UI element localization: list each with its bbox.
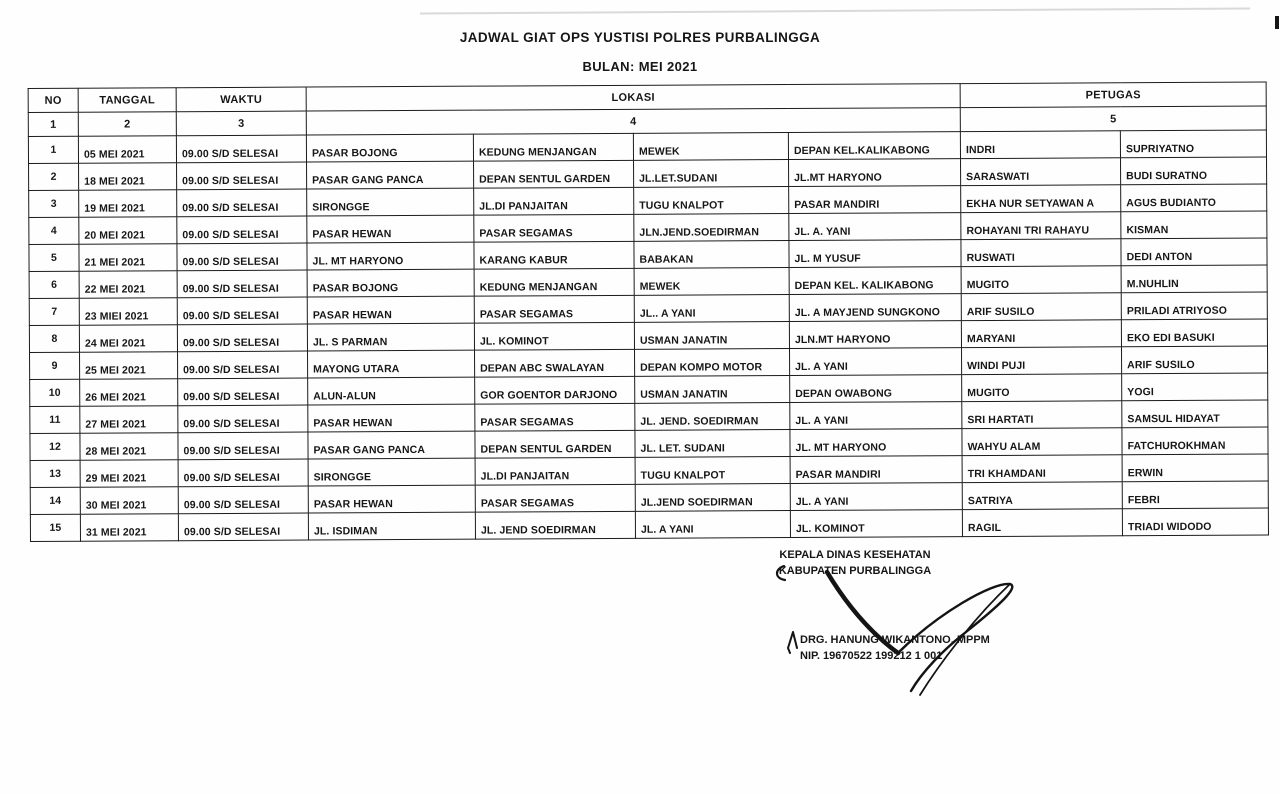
header-no: NO — [28, 88, 78, 112]
cell-lokasi-2: PASAR SEGAMAS — [474, 295, 634, 323]
cell-waktu: 09.00 S/D SELESAI — [177, 162, 307, 190]
cell-no: 2 — [29, 163, 79, 190]
cell-waktu: 09.00 S/D SELESAI — [177, 216, 307, 244]
cell-lokasi-1: PASAR HEWAN — [307, 296, 474, 324]
cell-tanggal: 18 MEI 2021 — [79, 163, 177, 191]
cell-lokasi-4: PASAR MANDIRI — [789, 186, 961, 214]
cell-lokasi-1: PASAR HEWAN — [308, 485, 475, 513]
cell-tanggal: 31 MEI 2021 — [80, 514, 178, 542]
cell-petugas-2: PRILADI ATRIYOSO — [1121, 292, 1267, 320]
cell-petugas-2: YOGI — [1122, 373, 1268, 401]
cell-petugas-2: BUDI SURATNO — [1121, 157, 1267, 185]
cell-tanggal: 29 MEI 2021 — [80, 460, 178, 488]
cell-lokasi-1: PASAR HEWAN — [308, 404, 475, 432]
cell-lokasi-2: DEPAN SENTUL GARDEN — [474, 160, 634, 188]
cell-lokasi-2: PASAR SEGAMAS — [475, 403, 635, 431]
cell-lokasi-3: JL. JEND. SOEDIRMAN — [635, 403, 790, 431]
cell-lokasi-1: PASAR BOJONG — [307, 269, 474, 297]
cell-lokasi-1: SIRONGGE — [307, 188, 474, 216]
cell-tanggal: 19 MEI 2021 — [79, 190, 177, 218]
cell-lokasi-3: JLN.JEND.SOEDIRMAN — [634, 214, 789, 242]
signatory-nip: NIP. 19670522 199212 1 001 — [800, 650, 943, 662]
cell-lokasi-2: KEDUNG MENJANGAN — [474, 268, 634, 296]
cell-tanggal: 20 MEI 2021 — [79, 217, 177, 245]
cell-no: 14 — [30, 487, 80, 514]
signature-office-line2: KABUPATEN PURBALINGGA — [778, 565, 932, 577]
cell-lokasi-4: JL. A. YANI — [789, 213, 961, 241]
cell-petugas-2: SUPRIYATNO — [1120, 130, 1266, 158]
cell-tanggal: 28 MEI 2021 — [80, 433, 178, 461]
cell-waktu: 09.00 S/D SELESAI — [178, 486, 308, 514]
cell-lokasi-2: JL.DI PANJAITAN — [474, 187, 634, 215]
cell-petugas-2: FATCHUROKHMAN — [1122, 427, 1268, 455]
cell-petugas-2: TRIADI WIDODO — [1122, 508, 1268, 536]
cell-lokasi-2: JL.DI PANJAITAN — [475, 457, 635, 485]
document-subtitle: BULAN: MEI 2021 — [582, 59, 698, 74]
cell-petugas-2: M.NUHLIN — [1121, 265, 1267, 293]
cell-petugas-1: RUSWATI — [961, 239, 1121, 267]
schedule-table-body — [28, 130, 1268, 541]
cell-lokasi-3: JL. A YANI — [635, 511, 790, 539]
cell-lokasi-4: JL. KOMINOT — [790, 510, 962, 538]
cell-petugas-1: INDRI — [960, 131, 1120, 159]
cell-lokasi-3: TUGU KNALPOT — [635, 457, 790, 485]
cell-petugas-2: EKO EDI BASUKI — [1121, 319, 1267, 347]
cell-no: 13 — [30, 460, 80, 487]
cell-waktu: 09.00 S/D SELESAI — [178, 432, 308, 460]
header-col-number-5: 5 — [960, 106, 1266, 132]
cell-no: 6 — [29, 271, 79, 298]
cell-lokasi-2: PASAR SEGAMAS — [475, 484, 635, 512]
cell-waktu: 09.00 S/D SELESAI — [176, 135, 306, 163]
cell-no: 7 — [29, 298, 79, 325]
cell-lokasi-3: DEPAN KOMPO MOTOR — [634, 349, 789, 377]
cell-no: 15 — [30, 514, 80, 541]
cell-lokasi-2: DEPAN ABC SWALAYAN — [475, 349, 635, 377]
cell-lokasi-1: PASAR HEWAN — [307, 215, 474, 243]
cell-tanggal: 30 MEI 2021 — [80, 487, 178, 515]
cell-no: 4 — [29, 217, 79, 244]
cell-lokasi-1: JL. MT HARYONO — [307, 242, 474, 270]
cell-lokasi-3: JL. LET. SUDANI — [635, 430, 790, 458]
cell-petugas-1: WINDI PUJI — [962, 347, 1122, 375]
cell-petugas-1: MARYANI — [961, 320, 1121, 348]
cell-lokasi-4: JL. A MAYJEND SUNGKONO — [789, 294, 961, 322]
cell-no: 3 — [29, 190, 79, 217]
cell-petugas-1: SATRIYA — [962, 482, 1122, 510]
cell-lokasi-4: DEPAN OWABONG — [790, 375, 962, 403]
cell-lokasi-4: JL. M YUSUF — [789, 240, 961, 268]
cell-tanggal: 24 MEI 2021 — [79, 325, 177, 353]
cell-petugas-1: ARIF SUSILO — [961, 293, 1121, 321]
cell-petugas-1: ROHAYANI TRI RAHAYU — [961, 212, 1121, 240]
cell-lokasi-3: MEWEK — [633, 133, 788, 161]
cell-waktu: 09.00 S/D SELESAI — [178, 405, 308, 433]
schedule-table — [28, 82, 1269, 542]
cell-lokasi-4: JLN.MT HARYONO — [789, 321, 961, 349]
cell-petugas-1: TRI KHAMDANI — [962, 455, 1122, 483]
cell-lokasi-4: DEPAN KEL. KALIKABONG — [789, 267, 961, 295]
cell-lokasi-4: PASAR MANDIRI — [790, 456, 962, 484]
cell-petugas-2: ARIF SUSILO — [1122, 346, 1268, 374]
header-petugas: PETUGAS — [960, 82, 1266, 108]
cell-petugas-2: ERWIN — [1122, 454, 1268, 482]
cell-lokasi-1: PASAR BOJONG — [306, 134, 473, 162]
header-col-number-2: 2 — [78, 112, 176, 137]
cell-waktu: 09.00 S/D SELESAI — [177, 297, 307, 325]
cell-petugas-1: SRI HARTATI — [962, 401, 1122, 429]
signatory-name: DRG. HANUNG WIKANTONO, MPPM — [800, 634, 990, 646]
cell-waktu: 09.00 S/D SELESAI — [178, 351, 308, 379]
cell-petugas-2: DEDI ANTON — [1121, 238, 1267, 266]
cell-waktu: 09.00 S/D SELESAI — [178, 459, 308, 487]
cell-petugas-2: KISMAN — [1121, 211, 1267, 239]
cell-lokasi-3: JL.JEND SOEDIRMAN — [635, 484, 790, 512]
header-col-number-3: 3 — [176, 111, 306, 136]
cell-waktu: 09.00 S/D SELESAI — [177, 324, 307, 352]
cell-lokasi-1: ALUN-ALUN — [308, 377, 475, 405]
cell-lokasi-3: BABAKAN — [634, 241, 789, 269]
cell-lokasi-2: DEPAN SENTUL GARDEN — [475, 430, 635, 458]
cell-tanggal: 05 MEI 2021 — [78, 136, 176, 164]
cell-lokasi-4: JL. A YANI — [790, 483, 962, 511]
cell-petugas-1: MUGITO — [961, 266, 1121, 294]
scan-artifact-top-line — [420, 7, 1250, 14]
cell-petugas-2: AGUS BUDIANTO — [1121, 184, 1267, 212]
cell-lokasi-2: JL. KOMINOT — [474, 322, 634, 350]
cell-petugas-2: FEBRI — [1122, 481, 1268, 509]
header-waktu: WAKTU — [176, 87, 306, 112]
cell-lokasi-3: JL.. A YANI — [634, 295, 789, 323]
cell-lokasi-1: JL. ISDIMAN — [308, 512, 475, 540]
header-lokasi: LOKASI — [306, 84, 960, 111]
cell-tanggal: 23 MIEI 2021 — [79, 298, 177, 326]
cell-tanggal: 27 MEI 2021 — [80, 406, 178, 434]
cell-lokasi-2: KEDUNG MENJANGAN — [473, 133, 633, 161]
cell-lokasi-1: PASAR GANG PANCA — [307, 161, 474, 189]
cell-lokasi-2: KARANG KABUR — [474, 241, 634, 269]
cell-lokasi-2: GOR GOENTOR DARJONO — [475, 376, 635, 404]
cell-no: 8 — [29, 325, 79, 352]
signature-office-block — [775, 547, 935, 579]
header-col-number-1: 1 — [28, 112, 78, 136]
cell-petugas-1: SARASWATI — [961, 158, 1121, 186]
cell-petugas-1: EKHA NUR SETYAWAN A — [961, 185, 1121, 213]
signature-name-block — [800, 632, 990, 664]
cell-lokasi-4: JL. MT HARYONO — [790, 429, 962, 457]
cell-lokasi-3: USMAN JANATIN — [635, 376, 790, 404]
cell-lokasi-1: PASAR GANG PANCA — [308, 431, 475, 459]
cell-waktu: 09.00 S/D SELESAI — [177, 243, 307, 271]
cell-no: 9 — [30, 352, 80, 379]
cell-lokasi-2: JL. JEND SOEDIRMAN — [475, 511, 635, 539]
cell-petugas-1: RAGIL — [962, 509, 1122, 537]
cell-no: 10 — [30, 379, 80, 406]
header-col-number-4: 4 — [306, 108, 960, 135]
cell-lokasi-4: DEPAN KEL.KALIKABONG — [788, 132, 960, 160]
cell-lokasi-4: JL.MT HARYONO — [789, 159, 961, 187]
cell-lokasi-3: TUGU KNALPOT — [634, 187, 789, 215]
table-row — [30, 508, 1268, 541]
cell-lokasi-2: PASAR SEGAMAS — [474, 214, 634, 242]
cell-lokasi-1: SIRONGGE — [308, 458, 475, 486]
cell-tanggal: 21 MEI 2021 — [79, 244, 177, 272]
cell-waktu: 09.00 S/D SELESAI — [178, 513, 308, 541]
cell-no: 1 — [28, 136, 78, 163]
cell-lokasi-3: MEWEK — [634, 268, 789, 296]
signature-office-line1: KEPALA DINAS KESEHATAN — [779, 549, 931, 561]
cell-petugas-1: WAHYU ALAM — [962, 428, 1122, 456]
cell-no: 12 — [30, 433, 80, 460]
cell-lokasi-4: JL. A YANI — [789, 348, 961, 376]
document-title: JADWAL GIAT OPS YUSTISI POLRES PURBALINGGA — [459, 30, 821, 45]
cell-petugas-2: SAMSUL HIDAYAT — [1122, 400, 1268, 428]
cell-waktu: 09.00 S/D SELESAI — [177, 270, 307, 298]
cell-lokasi-3: JL.LET.SUDANI — [634, 160, 789, 188]
cell-lokasi-4: JL. A YANI — [790, 402, 962, 430]
cell-waktu: 09.00 S/D SELESAI — [178, 378, 308, 406]
schedule-table-wrap — [28, 82, 1268, 542]
cell-tanggal: 22 MEI 2021 — [79, 271, 177, 299]
schedule-table-head — [28, 82, 1266, 136]
cell-waktu: 09.00 S/D SELESAI — [177, 189, 307, 217]
cell-no: 11 — [30, 406, 80, 433]
cell-tanggal: 25 MEI 2021 — [80, 352, 178, 380]
scan-artifact-corner-mark — [1275, 16, 1279, 29]
title-block — [0, 30, 1280, 74]
cell-tanggal: 26 MEI 2021 — [80, 379, 178, 407]
cell-lokasi-1: JL. S PARMAN — [307, 323, 474, 351]
header-tanggal: TANGGAL — [78, 88, 176, 113]
cell-lokasi-1: MAYONG UTARA — [308, 350, 475, 378]
cell-lokasi-3: USMAN JANATIN — [634, 322, 789, 350]
cell-petugas-1: MUGITO — [962, 374, 1122, 402]
cell-no: 5 — [29, 244, 79, 271]
